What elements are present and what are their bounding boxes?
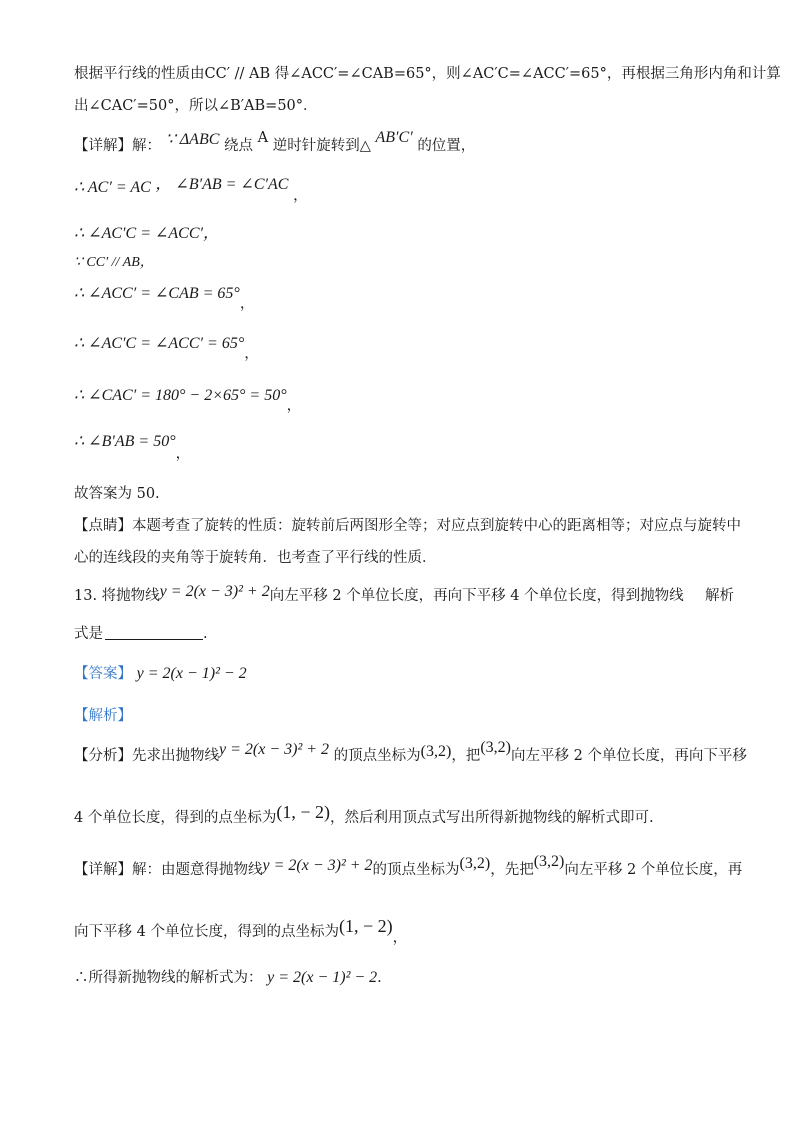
question-13-line2 [74, 624, 734, 644]
detail2-line1 [74, 853, 743, 880]
around-point-text: 绕点 [224, 138, 254, 154]
question-13 [74, 583, 734, 606]
q13-end: . [203, 626, 208, 642]
detail-tag: 【详解】解： [74, 138, 161, 154]
detail2-eq: y = 2(x − 3)² + 2 [262, 857, 373, 874]
comment-line2: 心的连线段的夹角等于旋转角．也考查了平行线的性质． [74, 550, 437, 566]
step-7-eq: ∴ ∠B′AB = 50° [74, 433, 176, 450]
fenxi-line2 [74, 802, 734, 828]
fenxi-vertex: (3,2) [420, 743, 452, 760]
answer-blank [105, 625, 203, 640]
fenxi-a: 【分析】先求出抛物线 [74, 748, 219, 764]
position-text: 的位置， [417, 138, 476, 154]
q13-prefix: 13. 将抛物线 [74, 588, 160, 604]
step-7-comma: ， [175, 446, 191, 462]
detail2-line3 [74, 968, 734, 988]
fenxi-line2-a: 4 个单位长度，得到的点坐标为 [74, 810, 277, 826]
detail2-line2-a: 向下平移 4 个单位长度，得到的点坐标为 [74, 924, 339, 940]
detail2-line2 [74, 916, 734, 946]
fenxi-d: 向左平移 2 个单位长度，再向下平移 [510, 748, 747, 764]
step-1-eq-b: ， ∠B′AB = ∠C′AC [155, 176, 289, 193]
point-a: A [257, 130, 269, 146]
fenxi-line1 [74, 739, 747, 766]
fenxi-point: (1, − 2) [276, 802, 330, 822]
fenxi-c: ，把 [451, 748, 481, 764]
step-4-comma: ， [239, 296, 255, 312]
step-1-eq-a: ∴ AC′ = AC [74, 179, 151, 196]
detail2-line2-b: ， [392, 930, 408, 946]
fenxi-line2-b: ，然后利用顶点式写出所得新抛物线的解析式即可. [329, 810, 654, 826]
detail2-d: 向左平移 2 个单位长度，再 [564, 862, 743, 878]
step-5 [74, 334, 734, 362]
answer-tag: 【答案】 [74, 666, 132, 682]
math-triangle-abc-prime: AB′C′ [375, 129, 413, 146]
answer-line [74, 664, 734, 684]
comment-line1: 【点睛】本题考查了旋转的性质：旋转前后两图形全等；对应点到旋转中心的距离相等；对应点与旋转中 [74, 518, 741, 534]
detail2-line3-a: ∴所得新抛物线的解析式为： [74, 970, 263, 986]
step-5-eq: ∴ ∠AC′C = ∠ACC′ = 65° [74, 335, 245, 352]
step-4-eq: ∴ ∠ACC′ = ∠CAB = 65° [74, 285, 240, 302]
detail2-a: 【详解】解：由题意得抛物线 [74, 862, 263, 878]
step-5-comma: ， [244, 346, 259, 362]
fenxi-eq: y = 2(x − 3)² + 2 [219, 741, 330, 758]
p1-line1: 根据平行线的性质由CC′ // AB 得∠ACC′=∠CAB=65°，则∠AC′C=∠ACC′=65°，再根据三角形内角和计算 [74, 66, 781, 82]
step-1 [74, 176, 734, 204]
answer-eq: y = 2(x − 1)² − 2 [136, 665, 247, 682]
analysis-tag: 【解析】 [74, 708, 132, 724]
detail2-line3-b: . [377, 970, 382, 986]
fenxi-vertex-2: (3,2) [480, 739, 511, 756]
step-2: ∴ ∠AC′C = ∠ACC′， [74, 225, 220, 242]
fenxi-b: 的顶点坐标为 [333, 748, 421, 764]
q13-eq: y = 2(x − 3)² + 2 [159, 583, 270, 600]
rotate-to-text: 逆时针旋转到△ [272, 138, 371, 154]
step-7 [74, 432, 734, 462]
detail2-point: (1, − 2) [338, 916, 393, 936]
p1-line2: 出∠CAC′=50°，所以∠B′AB=50°． [74, 98, 318, 114]
detail2-b: 的顶点坐标为 [372, 862, 460, 878]
step-1-comma: ， [293, 188, 308, 204]
step-3: ∵ CC′ // AB， [74, 255, 154, 270]
detail2-vertex: (3,2) [459, 855, 491, 872]
detail2-c: ，先把 [490, 862, 534, 878]
answer-is: 故答案为 50. [74, 486, 160, 502]
q13-mid: 向左平移 2 个单位长度，再向下平移 4 个单位长度，得到抛物线 [269, 588, 684, 604]
q13-line2: 式是 [74, 626, 103, 642]
detail2-vertex-2: (3,2) [533, 853, 565, 870]
q13-suffix: 解析 [705, 588, 734, 604]
step-4 [74, 284, 734, 312]
math-triangle-abc: ∵ ΔABC [165, 131, 220, 148]
detail2-final-eq: y = 2(x − 1)² − 2 [267, 969, 378, 986]
step-6-comma: ， [286, 398, 302, 414]
detail1-line [74, 129, 734, 156]
step-6-eq: ∴ ∠CAC′ = 180° − 2×65° = 50° [74, 387, 287, 404]
step-6 [74, 386, 734, 414]
